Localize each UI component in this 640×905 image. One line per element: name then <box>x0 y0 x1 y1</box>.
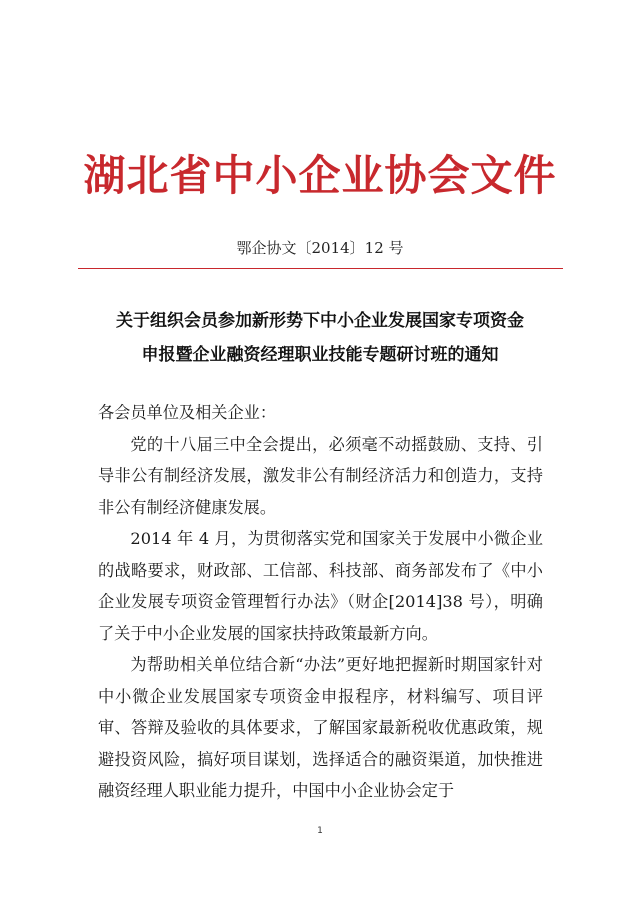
salutation: 各会员单位及相关企业： <box>98 403 277 422</box>
body-paragraph-3: 为帮助相关单位结合新“办法”更好地把握新时期国家针对中小微企业发展国家专项资金申报程序，材料编写、项目评审、答辩及验收的具体要求，了解国家最新税收优惠政策，规避投资风险，搞好项目谋划，选择适合的融资渠道，加快推进融资经理人职业能力提升，中国中小企业协会定于 <box>98 655 543 800</box>
body-text <box>98 397 543 807</box>
notice-title-line-1: 关于组织会员参加新形势下中小企业发展国家专项资金 <box>116 311 524 331</box>
red-divider-line <box>78 268 563 269</box>
body-paragraph-2: 2014 年 4 月，为贯彻落实党和国家关于发展中小微企业的战略要求，财政部、工信部、科技部、商务部发布了《中小企业发展专项资金管理暂行办法》（财企[2014]38 号），明确了关于中小企业发展的国家扶持政策最新方向。 <box>98 529 543 643</box>
body-paragraph-1: 党的十八届三中全会提出，必须毫不动摇鼓励、支持、引导非公有制经济发展，激发非公有制经济活力和创造力，支持非公有制经济健康发展。 <box>98 434 543 517</box>
document-number: 鄂企协文〔2014〕12 号 <box>236 239 404 257</box>
letterhead-title: 湖北省中小企业协会文件 <box>83 151 557 200</box>
page-number: 1 <box>317 826 323 836</box>
notice-title-line-2: 申报暨企业融资经理职业技能专题研讨班的通知 <box>141 345 499 365</box>
notice-title <box>0 304 640 372</box>
